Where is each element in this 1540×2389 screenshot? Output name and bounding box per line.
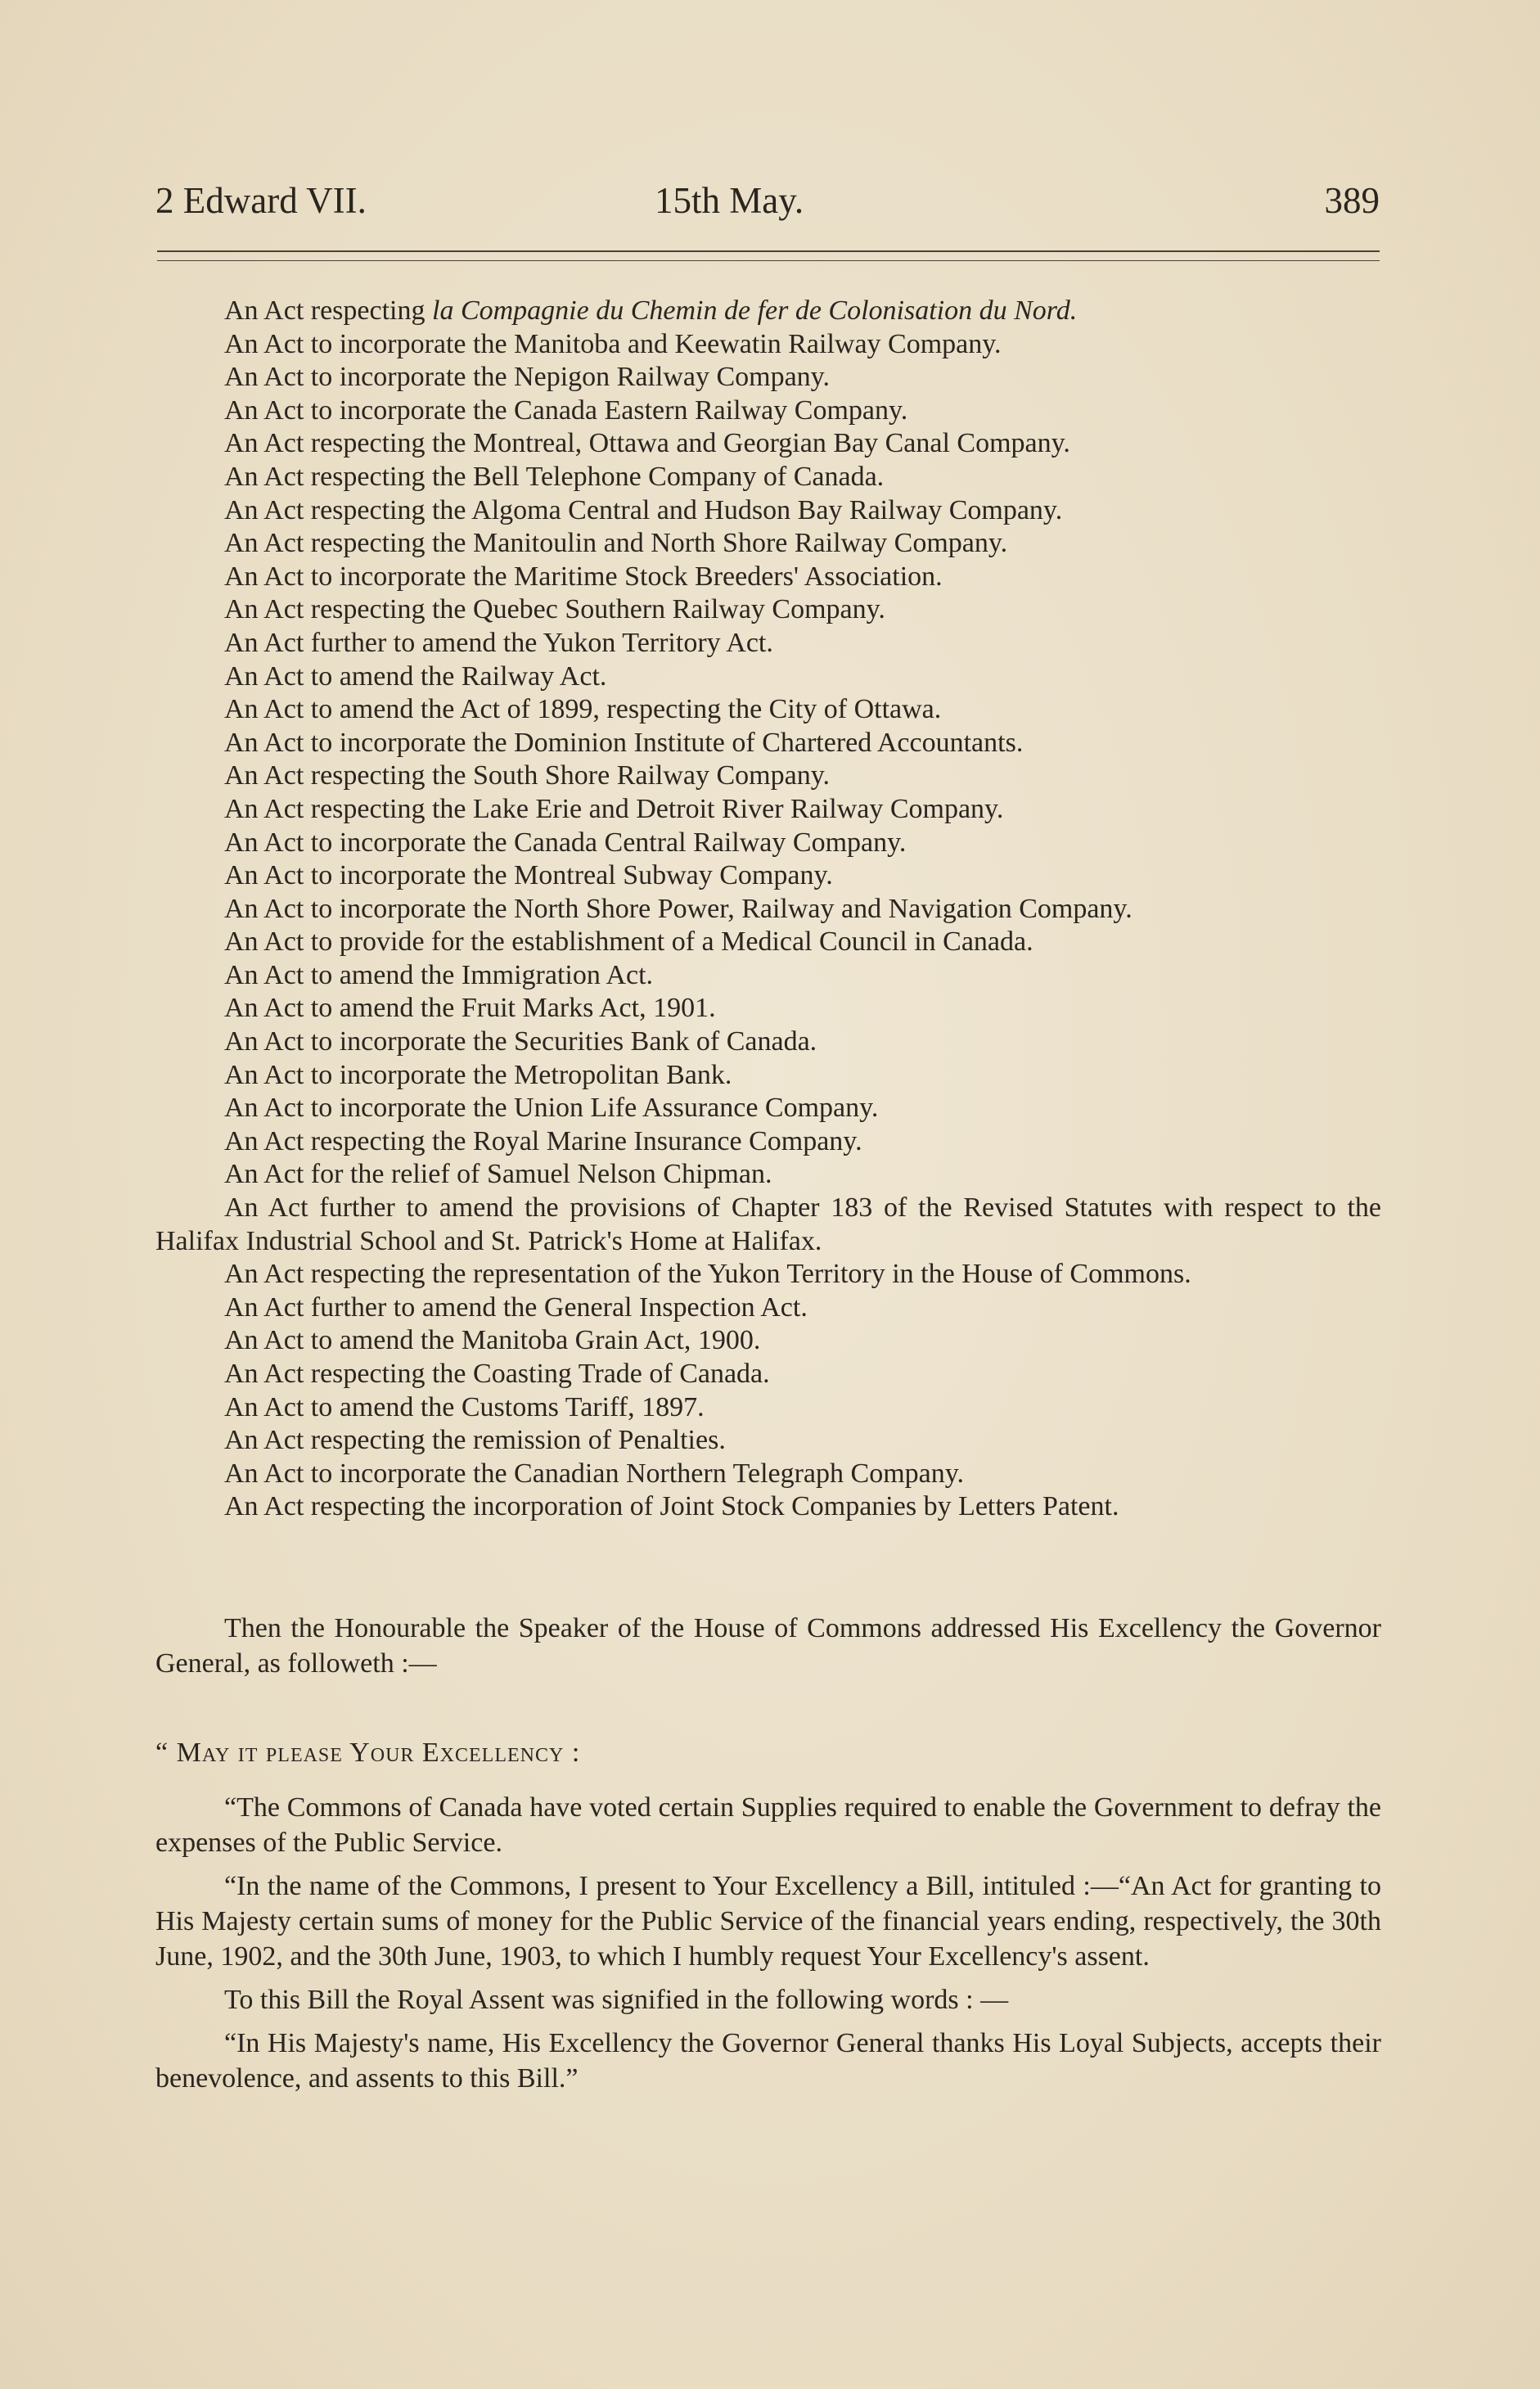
act-item: An Act for the relief of Samuel Nelson Chipman. (224, 1159, 772, 1190)
royal-assent-paragraph: To this Bill the Royal Assent was signified in the following words : — (224, 1985, 1009, 2015)
salutation-line: “ May it please Your Excellency : (155, 1738, 581, 1768)
act-item: An Act respecting the representation of the Yukon Territory in the House of Commons. (224, 1259, 1191, 1290)
act-item: An Act to incorporate the Canada Eastern Railway Company. (224, 394, 908, 426)
act-item: An Act to amend the Railway Act. (224, 660, 607, 692)
speaker-address-paragraph: Then the Honourable the Speaker of the House of Commons addressed His Excellency the Governor General, as followeth :— (155, 1613, 1381, 1679)
act-item: An Act respecting the Manitoulin and North Shore Railway Company. (224, 528, 1008, 559)
act-item: An Act to provide for the establishment of a Medical Council in Canada. (224, 926, 1033, 958)
act-item: An Act to incorporate the Union Life Assurance Company. (224, 1093, 879, 1124)
act-item: An Act to incorporate the Securities Bank of Canada. (224, 1026, 817, 1057)
act-item: An Act to incorporate the Montreal Subway Company. (224, 860, 833, 891)
page-header (155, 172, 1380, 229)
act-item: An Act respecting the incorporation of Joint Stock Companies by Letters Patent. (224, 1491, 1119, 1522)
act-item: An Act to incorporate the Metropolitan Bank. (224, 1059, 732, 1090)
act-item: An Act to incorporate the Maritime Stock Breeders' Association. (224, 561, 943, 592)
act-item: An Act respecting the Algoma Central and Hudson Bay Railway Company. (224, 494, 1063, 525)
act-item: An Act respecting the Quebec Southern Railway Company. (224, 594, 885, 625)
page-date: 15th May. (655, 180, 804, 221)
address-section (155, 1611, 1381, 2096)
act-item: An Act respecting the Montreal, Ottawa and Georgian Bay Canal Company. (224, 428, 1070, 459)
act-item: An Act further to amend the General Inspection Act. (224, 1291, 808, 1323)
header-rule-bottom (157, 260, 1380, 261)
act-item: An Act to incorporate the Nepigon Railway Company. (224, 362, 830, 393)
act-item: An Act further to amend the provisions of Chapter 183 of the Revised Statutes with respect to the Halifax Industrial School and St. Patrick's Home at Halifax. (155, 1192, 1381, 1256)
act-item: An Act respecting the Royal Marine Insurance Company. (224, 1125, 862, 1156)
act-item: An Act to incorporate the North Shore Power, Railway and Navigation Company. (224, 893, 1132, 924)
act-prefix: An Act respecting (224, 295, 432, 326)
act-item: An Act to amend the Immigration Act. (224, 959, 654, 990)
act-item: An Act further to amend the Yukon Territory Act. (224, 627, 773, 658)
act-item: An Act respecting the Bell Telephone Company of Canada. (224, 461, 885, 492)
regnal-year: 2 Edward VII. (155, 180, 367, 221)
act-item: An Act respecting the Coasting Trade of Canada. (224, 1359, 770, 1389)
act-item: An Act respecting the remission of Penalties. (224, 1425, 726, 1456)
act-italic-name: la Compagnie du Chemin de fer de Colonisation du Nord. (432, 295, 1078, 326)
act-item: An Act to amend the Customs Tariff, 1897. (224, 1391, 705, 1422)
act-item: An Act to incorporate the Canada Central Railway Company. (224, 827, 907, 858)
thanks-paragraph: “In His Majesty's name, His Excellency the Governor General thanks His Loyal Subjects, accepts their benevolence, and assents to this Bill.” (155, 2028, 1381, 2094)
act-item: An Act respecting the Lake Erie and Detroit River Railway Company. (224, 793, 1004, 824)
act-item: An Act to incorporate the Manitoba and Keewatin Railway Company. (224, 328, 1002, 359)
act-item: An Act to amend the Fruit Marks Act, 1901. (224, 993, 716, 1024)
page-number: 389 (1324, 180, 1380, 221)
act-item: An Act to amend the Act of 1899, respecting the City of Ottawa. (224, 694, 942, 725)
header-rule-top (157, 250, 1380, 252)
supplies-paragraph: “The Commons of Canada have voted certain Supplies required to enable the Government to defray the expenses of the Public Service. (155, 1792, 1381, 1858)
act-item (155, 295, 1381, 328)
act-item: An Act to amend the Manitoba Grain Act, 1900. (224, 1325, 761, 1356)
bill-present-paragraph: “In the name of the Commons, I present to Your Excellency a Bill, intituled :—“An Act for granting to His Majesty certain sums of money for the Public Service of the financial years ending, respectively, the 30th June, 1902, and the 30th June, 1903, to which I humbly request Your Excellency's assent. (155, 1871, 1381, 1972)
act-item: An Act to incorporate the Canadian Northern Telegraph Company. (224, 1458, 965, 1489)
act-item: An Act to incorporate the Dominion Institute of Chartered Accountants. (224, 727, 1024, 758)
acts-list (155, 295, 1381, 1524)
act-item: An Act respecting the South Shore Railway Company. (224, 760, 831, 791)
